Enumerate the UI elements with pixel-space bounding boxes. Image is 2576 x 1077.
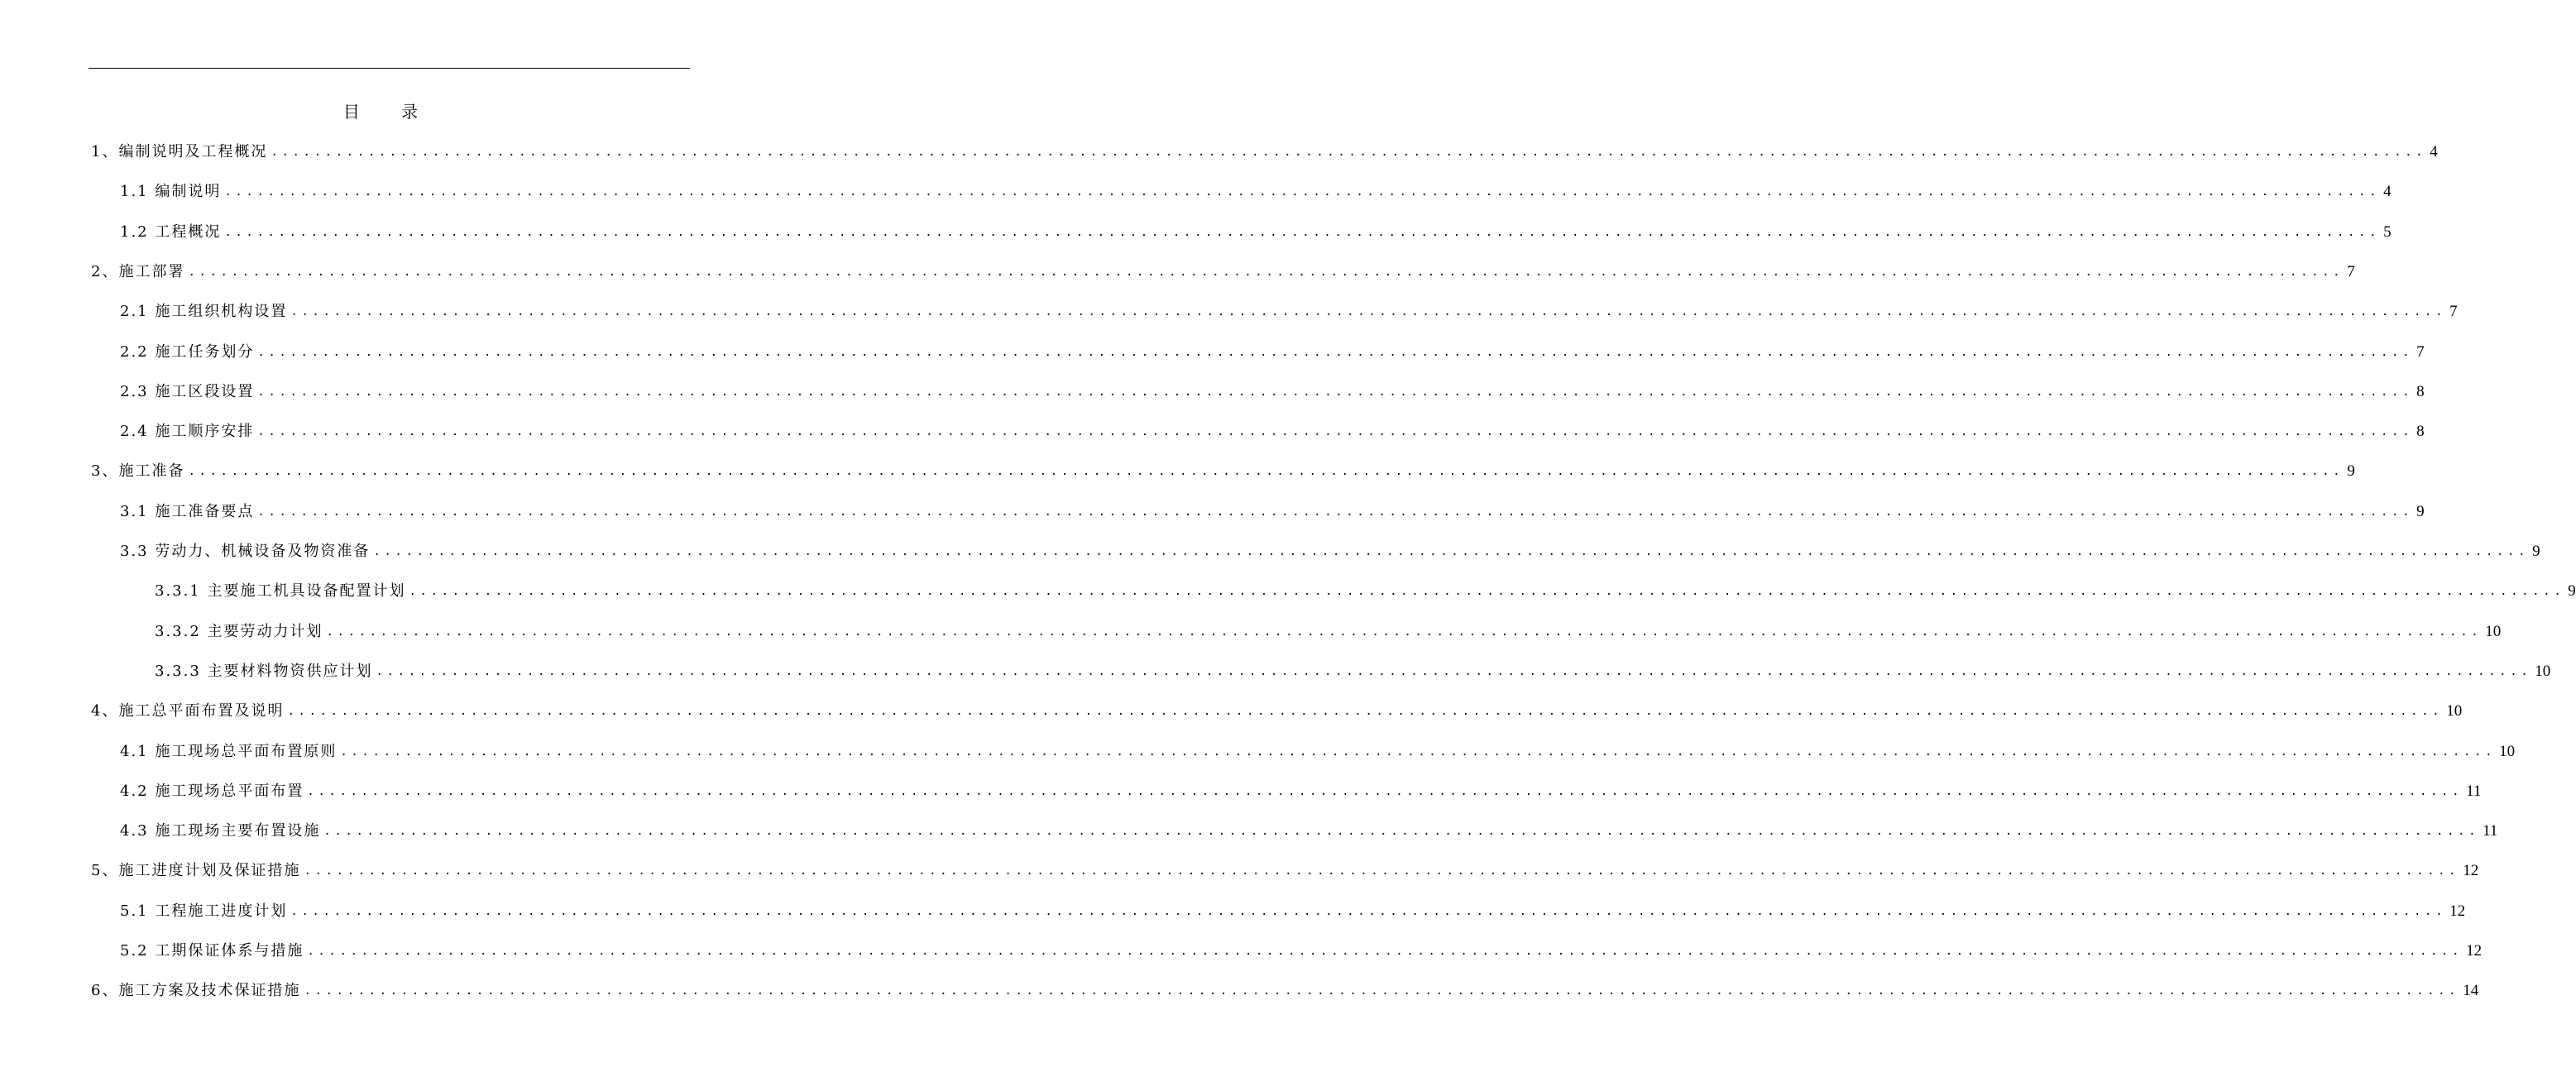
toc-dot-leader: ........................................................................................................................................................................................................ xyxy=(373,545,2530,558)
toc-entry[interactable] xyxy=(155,577,2576,601)
toc-entry[interactable] xyxy=(91,976,2479,1001)
toc-entry-page-number: 12 xyxy=(2449,902,2466,920)
toc-entry-page-number: 14 xyxy=(2463,982,2479,1000)
toc-entry-page-number: 4 xyxy=(2430,143,2438,160)
toc-entry[interactable] xyxy=(120,497,2425,522)
toc-entry[interactable] xyxy=(155,617,2502,642)
toc-dot-leader: ........................................................................................................................................................................................................ xyxy=(224,185,2381,199)
toc-dot-leader: ........................................................................................................................................................................................................ xyxy=(257,505,2414,519)
toc-entry[interactable] xyxy=(120,737,2516,762)
toc-dot-leader: ........................................................................................................................................................................................................ xyxy=(340,744,2497,759)
toc-dot-leader: ........................................................................................................................................................................................................ xyxy=(409,585,2565,599)
toc-entry[interactable] xyxy=(120,297,2458,322)
toc-entry[interactable] xyxy=(120,936,2483,961)
toc-entry-page-number: 7 xyxy=(2449,303,2458,321)
toc-entry-label: 3、施工准备 xyxy=(91,462,185,481)
toc-entry[interactable] xyxy=(91,137,2438,162)
toc-entry-page-number: 11 xyxy=(2466,782,2482,800)
toc-dot-leader: ........................................................................................................................................................................................................ xyxy=(290,904,2447,918)
toc-dot-leader: ........................................................................................................................................................................................................ xyxy=(304,984,2460,998)
toc-entry-label: 4.1 施工现场总平面布置原则 xyxy=(120,742,338,760)
toc-entry-page-number: 9 xyxy=(2347,462,2355,481)
toc-entry-page-number: 8 xyxy=(2416,382,2425,400)
toc-entry-page-number: 10 xyxy=(2535,662,2551,680)
toc-dot-leader: ........................................................................................................................................................................................................ xyxy=(326,625,2483,639)
toc-entry[interactable] xyxy=(120,377,2425,402)
toc-title: 目 录 xyxy=(342,102,437,122)
toc-entry-label: 2.4 施工顺序安排 xyxy=(120,423,255,441)
toc-entry-label: 3.3.2 主要劳动力计划 xyxy=(155,622,323,640)
toc-entry-label: 4.2 施工现场总平面布置 xyxy=(120,782,304,800)
toc-entry[interactable] xyxy=(120,218,2392,242)
toc-dot-leader: ........................................................................................................................................................................................................ xyxy=(257,345,2414,359)
toc-dot-leader: ........................................................................................................................................................................................................ xyxy=(188,465,2344,479)
toc-entry-page-number: 9 xyxy=(2416,502,2425,520)
toc-entry[interactable] xyxy=(91,856,2479,881)
toc-entry[interactable] xyxy=(120,177,2392,202)
toc-entry[interactable] xyxy=(120,897,2466,921)
toc-entry-label: 1.1 编制说明 xyxy=(120,183,222,201)
toc-entry[interactable] xyxy=(120,777,2482,802)
toc-entry-label: 2.2 施工任务划分 xyxy=(120,342,255,361)
toc-dot-leader: ........................................................................................................................................................................................................ xyxy=(287,705,2444,719)
toc-entry-label: 3.1 施工准备要点 xyxy=(120,502,255,520)
toc-dot-leader: ........................................................................................................................................................................................................ xyxy=(271,146,2427,159)
toc-dot-leader: ........................................................................................................................................................................................................ xyxy=(257,425,2414,439)
toc-entry-label: 3.3 劳动力、机械设备及物资准备 xyxy=(120,543,371,560)
toc-entry-page-number: 11 xyxy=(2483,822,2498,840)
toc-entry-page-number: 10 xyxy=(2446,702,2463,720)
toc-dot-leader: ........................................................................................................................................................................................................ xyxy=(290,305,2447,319)
toc-entry-page-number: 7 xyxy=(2416,342,2425,361)
toc-entry-page-number: 9 xyxy=(2532,543,2540,560)
toc-entry-page-number: 10 xyxy=(2485,622,2502,640)
toc-entry-page-number: 7 xyxy=(2347,262,2355,280)
toc-entry-label: 2.1 施工组织机构设置 xyxy=(120,303,288,321)
toc-entry-page-number: 4 xyxy=(2383,183,2392,201)
toc-dot-leader: ........................................................................................................................................................................................................ xyxy=(307,784,2463,798)
toc-entry-label: 4、施工总平面布置及说明 xyxy=(91,702,285,720)
toc-entry[interactable] xyxy=(120,816,2498,841)
toc-entry[interactable] xyxy=(120,537,2540,562)
toc-entry-label: 1、编制说明及工程概况 xyxy=(91,143,268,160)
toc-entry-label: 1.2 工程概况 xyxy=(120,223,222,241)
toc-dot-leader: ........................................................................................................................................................................................................ xyxy=(307,945,2463,958)
toc-entry-page-number: 8 xyxy=(2416,423,2425,441)
toc-entry[interactable] xyxy=(120,337,2425,362)
toc-entry-page-number: 5 xyxy=(2383,223,2392,241)
toc-entry-page-number: 10 xyxy=(2499,742,2516,760)
toc-dot-leader: ........................................................................................................................................................................................................ xyxy=(304,864,2460,878)
toc-dot-leader: ........................................................................................................................................................................................................ xyxy=(257,385,2414,399)
toc-dot-leader: ........................................................................................................................................................................................................ xyxy=(323,825,2480,839)
toc-entry-label: 3.3.1 主要施工机具设备配置计划 xyxy=(155,582,406,601)
toc-entry-label: 4.3 施工现场主要布置设施 xyxy=(120,822,321,840)
toc-entry-label: 5.1 工程施工进度计划 xyxy=(120,902,288,920)
toc-entry[interactable] xyxy=(155,657,2551,682)
toc-entry-label: 2、施工部署 xyxy=(91,262,185,280)
toc-entry-label: 5.2 工期保证体系与措施 xyxy=(120,942,304,960)
toc-entry-label: 3.3.3 主要材料物资供应计划 xyxy=(155,662,373,680)
toc-dot-leader: ........................................................................................................................................................................................................ xyxy=(188,265,2344,279)
toc-entry[interactable] xyxy=(91,257,2355,282)
toc-entry-page-number: 12 xyxy=(2466,942,2483,960)
toc-entry-label: 6、施工方案及技术保证措施 xyxy=(91,982,301,1000)
toc-entry-label: 5、施工进度计划及保证措施 xyxy=(91,862,301,880)
toc-entry[interactable] xyxy=(91,457,2355,481)
toc-entry[interactable] xyxy=(120,417,2425,442)
toc-entry-page-number: 12 xyxy=(2463,862,2479,880)
toc-entry[interactable] xyxy=(91,696,2463,721)
toc-entry-page-number: 9 xyxy=(2568,582,2576,601)
toc-dot-leader: ........................................................................................................................................................................................................ xyxy=(376,664,2532,678)
toc-dot-leader: ........................................................................................................................................................................................................ xyxy=(224,225,2381,239)
toc-entry-label: 2.3 施工区段设置 xyxy=(120,382,255,400)
